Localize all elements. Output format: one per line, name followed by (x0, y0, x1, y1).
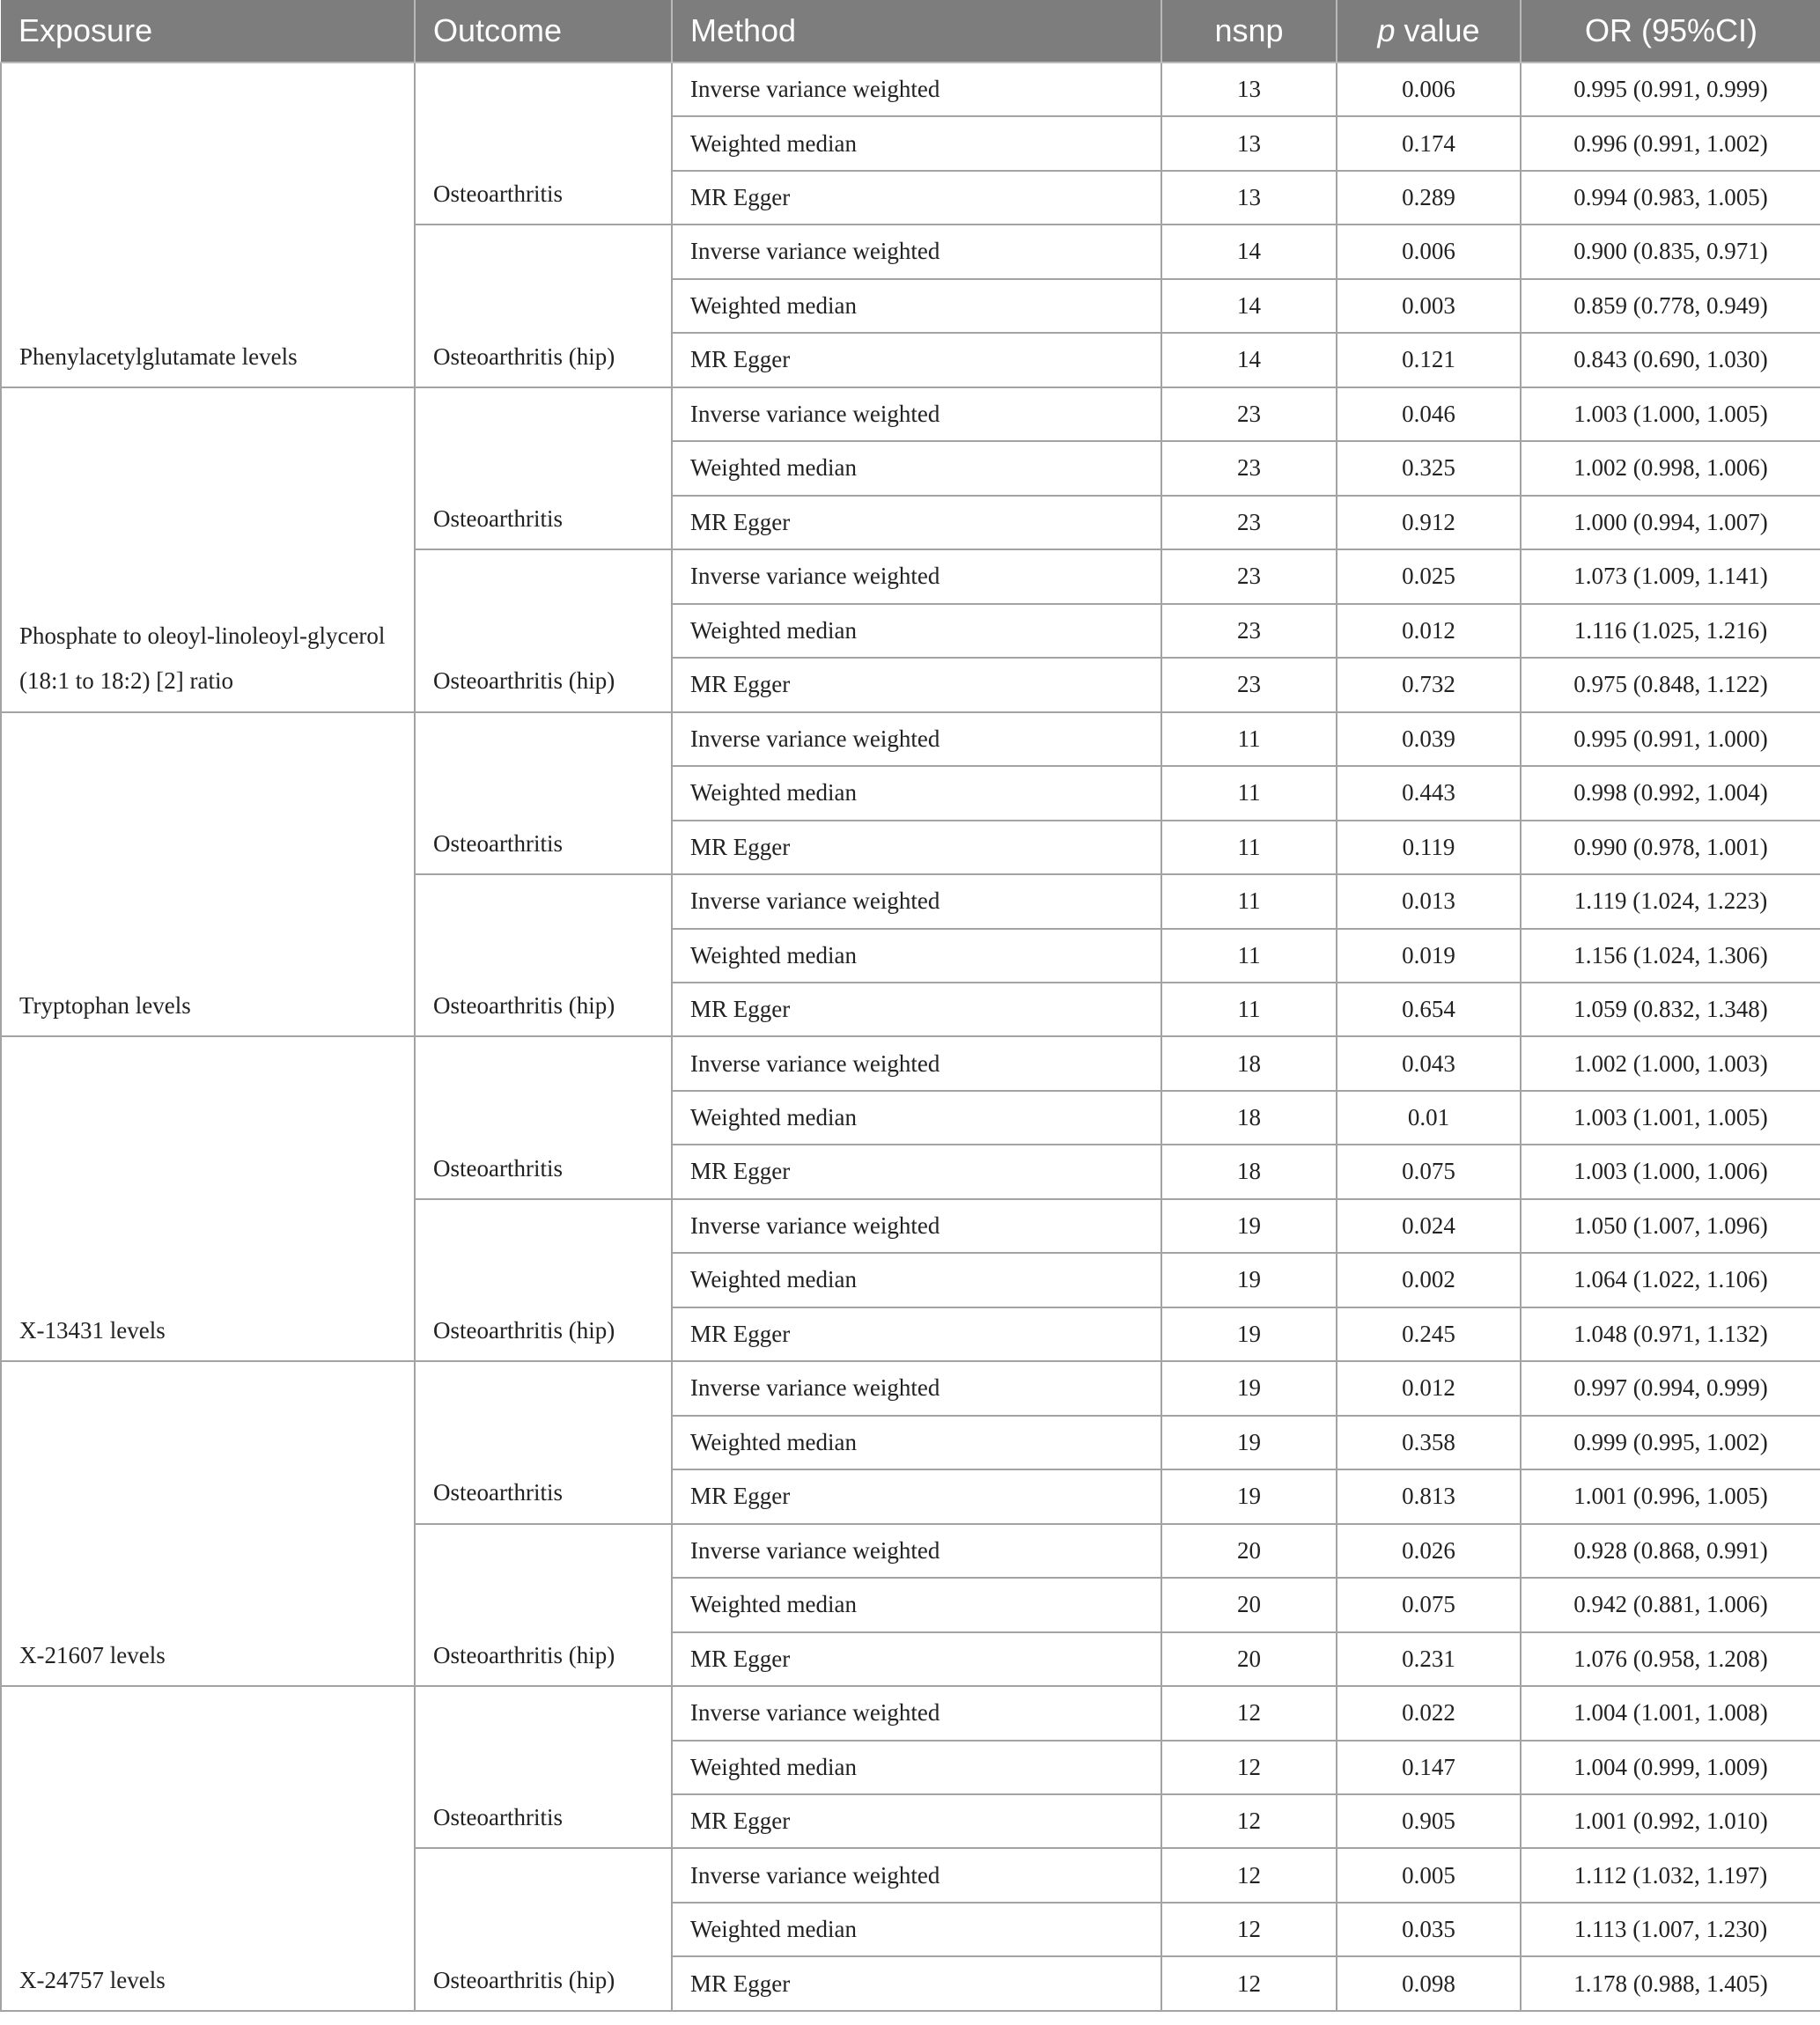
method-cell: Inverse variance weighted (672, 63, 1161, 116)
table-row (1, 63, 1820, 116)
method-cell: Inverse variance weighted (672, 874, 1161, 928)
or-cell: 0.997 (0.994, 0.999) (1521, 1361, 1820, 1415)
or-cell: 1.003 (1.000, 1.006) (1521, 1145, 1820, 1198)
p-value-cell: 0.912 (1337, 496, 1521, 549)
table-row (1, 1686, 1820, 1740)
method-cell: Inverse variance weighted (672, 1848, 1161, 1902)
exposure-cell: Tryptophan levels (1, 712, 415, 1037)
method-cell: Weighted median (672, 1741, 1161, 1794)
nsnp-cell: 23 (1161, 387, 1337, 441)
method-cell: Weighted median (672, 1416, 1161, 1469)
table-row (1, 712, 1820, 766)
table-row (1, 387, 1820, 441)
nsnp-cell: 14 (1161, 225, 1337, 278)
method-cell: Weighted median (672, 1903, 1161, 1956)
p-value-cell: 0.013 (1337, 874, 1521, 928)
method-cell: MR Egger (672, 171, 1161, 225)
method-cell: MR Egger (672, 1469, 1161, 1523)
nsnp-cell: 12 (1161, 1794, 1337, 1848)
or-cell: 1.003 (1.001, 1.005) (1521, 1091, 1820, 1145)
p-value-cell: 0.039 (1337, 712, 1521, 766)
exposure-cell: X-21607 levels (1, 1361, 415, 1686)
outcome-cell: Osteoarthritis (415, 1361, 672, 1523)
p-value-cell: 0.443 (1337, 766, 1521, 820)
p-value-cell: 0.024 (1337, 1199, 1521, 1253)
or-cell: 1.116 (1.025, 1.216) (1521, 604, 1820, 658)
p-value-cell: 0.654 (1337, 983, 1521, 1036)
method-cell: MR Egger (672, 821, 1161, 874)
header-p-value (1337, 0, 1521, 63)
nsnp-cell: 18 (1161, 1145, 1337, 1198)
p-value-cell: 0.003 (1337, 279, 1521, 333)
nsnp-cell: 13 (1161, 171, 1337, 225)
outcome-cell: Osteoarthritis (415, 1686, 672, 1848)
outcome-cell: Osteoarthritis (415, 387, 672, 549)
table-row (1, 1036, 1820, 1090)
header-row (1, 0, 1820, 63)
p-value-cell: 0.046 (1337, 387, 1521, 441)
method-cell: Weighted median (672, 279, 1161, 333)
method-cell: Inverse variance weighted (672, 387, 1161, 441)
or-cell: 1.076 (0.958, 1.208) (1521, 1632, 1820, 1686)
nsnp-cell: 13 (1161, 116, 1337, 170)
p-value-cell: 0.002 (1337, 1253, 1521, 1307)
or-cell: 0.900 (0.835, 0.971) (1521, 225, 1820, 278)
method-cell: Weighted median (672, 604, 1161, 658)
p-value-cell: 0.025 (1337, 549, 1521, 603)
method-cell: MR Egger (672, 1632, 1161, 1686)
nsnp-cell: 11 (1161, 712, 1337, 766)
or-cell: 1.001 (0.996, 1.005) (1521, 1469, 1820, 1523)
p-value-cell: 0.043 (1337, 1036, 1521, 1090)
p-value-cell: 0.245 (1337, 1307, 1521, 1361)
nsnp-cell: 20 (1161, 1578, 1337, 1631)
method-cell: MR Egger (672, 1145, 1161, 1198)
or-cell: 0.995 (0.991, 0.999) (1521, 63, 1820, 116)
or-cell: 1.178 (0.988, 1.405) (1521, 1956, 1820, 2011)
header-method: Method (672, 0, 1161, 63)
or-cell: 1.059 (0.832, 1.348) (1521, 983, 1820, 1036)
method-cell: Weighted median (672, 441, 1161, 495)
or-cell: 0.942 (0.881, 1.006) (1521, 1578, 1820, 1631)
nsnp-cell: 23 (1161, 549, 1337, 603)
method-cell: Inverse variance weighted (672, 712, 1161, 766)
or-cell: 1.003 (1.000, 1.005) (1521, 387, 1820, 441)
p-value-cell: 0.012 (1337, 1361, 1521, 1415)
outcome-cell: Osteoarthritis (hip) (415, 1199, 672, 1361)
outcome-cell: Osteoarthritis (hip) (415, 1524, 672, 1686)
exposure-cell: X-13431 levels (1, 1036, 415, 1361)
p-value-cell: 0.098 (1337, 1956, 1521, 2011)
p-value-cell: 0.147 (1337, 1741, 1521, 1794)
nsnp-cell: 19 (1161, 1361, 1337, 1415)
method-cell: Inverse variance weighted (672, 549, 1161, 603)
p-value-cell: 0.019 (1337, 929, 1521, 983)
method-cell: MR Egger (672, 1794, 1161, 1848)
p-value-cell: 0.174 (1337, 116, 1521, 170)
p-value-cell: 0.005 (1337, 1848, 1521, 1902)
nsnp-cell: 11 (1161, 821, 1337, 874)
p-value-cell: 0.813 (1337, 1469, 1521, 1523)
or-cell: 1.004 (0.999, 1.009) (1521, 1741, 1820, 1794)
outcome-cell: Osteoarthritis (415, 1036, 672, 1198)
nsnp-cell: 18 (1161, 1091, 1337, 1145)
or-cell: 0.995 (0.991, 1.000) (1521, 712, 1820, 766)
p-value-cell: 0.012 (1337, 604, 1521, 658)
outcome-cell: Osteoarthritis (hip) (415, 874, 672, 1036)
nsnp-cell: 20 (1161, 1524, 1337, 1578)
method-cell: Inverse variance weighted (672, 1036, 1161, 1090)
header-p-italic: p (1377, 12, 1396, 48)
nsnp-cell: 12 (1161, 1686, 1337, 1740)
or-cell: 1.156 (1.024, 1.306) (1521, 929, 1820, 983)
outcome-cell: Osteoarthritis (hip) (415, 225, 672, 387)
method-cell: Weighted median (672, 929, 1161, 983)
p-value-cell: 0.075 (1337, 1145, 1521, 1198)
or-cell: 0.996 (0.991, 1.002) (1521, 116, 1820, 170)
method-cell: MR Egger (672, 1307, 1161, 1361)
header-or: OR (95%CI) (1521, 0, 1820, 63)
p-value-cell: 0.035 (1337, 1903, 1521, 1956)
nsnp-cell: 23 (1161, 441, 1337, 495)
p-value-cell: 0.075 (1337, 1578, 1521, 1631)
nsnp-cell: 23 (1161, 496, 1337, 549)
method-cell: MR Egger (672, 983, 1161, 1036)
or-cell: 0.994 (0.983, 1.005) (1521, 171, 1820, 225)
method-cell: Inverse variance weighted (672, 1199, 1161, 1253)
exposure-cell: X-24757 levels (1, 1686, 415, 2011)
nsnp-cell: 11 (1161, 874, 1337, 928)
or-cell: 0.990 (0.978, 1.001) (1521, 821, 1820, 874)
header-exposure: Exposure (1, 0, 415, 63)
or-cell: 0.975 (0.848, 1.122) (1521, 658, 1820, 711)
header-nsnp: nsnp (1161, 0, 1337, 63)
outcome-cell: Osteoarthritis (415, 63, 672, 225)
or-cell: 1.112 (1.032, 1.197) (1521, 1848, 1820, 1902)
header-outcome: Outcome (415, 0, 672, 63)
or-cell: 0.928 (0.868, 0.991) (1521, 1524, 1820, 1578)
nsnp-cell: 19 (1161, 1469, 1337, 1523)
or-cell: 1.113 (1.007, 1.230) (1521, 1903, 1820, 1956)
nsnp-cell: 12 (1161, 1956, 1337, 2011)
nsnp-cell: 14 (1161, 279, 1337, 333)
nsnp-cell: 23 (1161, 658, 1337, 711)
or-cell: 1.002 (0.998, 1.006) (1521, 441, 1820, 495)
or-cell: 1.050 (1.007, 1.096) (1521, 1199, 1820, 1253)
p-value-cell: 0.231 (1337, 1632, 1521, 1686)
outcome-cell: Osteoarthritis (415, 712, 672, 874)
or-cell: 0.843 (0.690, 1.030) (1521, 333, 1820, 387)
p-value-cell: 0.905 (1337, 1794, 1521, 1848)
p-value-cell: 0.01 (1337, 1091, 1521, 1145)
table-row (1, 1361, 1820, 1415)
method-cell: Weighted median (672, 116, 1161, 170)
nsnp-cell: 19 (1161, 1307, 1337, 1361)
method-cell: Inverse variance weighted (672, 1524, 1161, 1578)
or-cell: 1.119 (1.024, 1.223) (1521, 874, 1820, 928)
outcome-cell: Osteoarthritis (hip) (415, 549, 672, 711)
p-value-cell: 0.325 (1337, 441, 1521, 495)
method-cell: MR Egger (672, 496, 1161, 549)
exposure-cell: Phosphate to oleoyl-linoleoyl-glycerol (18:1 to 18:2) [2] ratio (1, 387, 415, 712)
p-value-cell: 0.121 (1337, 333, 1521, 387)
p-value-cell: 0.289 (1337, 171, 1521, 225)
p-value-cell: 0.358 (1337, 1416, 1521, 1469)
p-value-cell: 0.119 (1337, 821, 1521, 874)
nsnp-cell: 23 (1161, 604, 1337, 658)
nsnp-cell: 14 (1161, 333, 1337, 387)
p-value-cell: 0.006 (1337, 63, 1521, 116)
or-cell: 1.002 (1.000, 1.003) (1521, 1036, 1820, 1090)
nsnp-cell: 11 (1161, 929, 1337, 983)
nsnp-cell: 18 (1161, 1036, 1337, 1090)
method-cell: Inverse variance weighted (672, 225, 1161, 278)
method-cell: Inverse variance weighted (672, 1361, 1161, 1415)
nsnp-cell: 11 (1161, 983, 1337, 1036)
or-cell: 0.998 (0.992, 1.004) (1521, 766, 1820, 820)
nsnp-cell: 11 (1161, 766, 1337, 820)
or-cell: 1.073 (1.009, 1.141) (1521, 549, 1820, 603)
method-cell: MR Egger (672, 333, 1161, 387)
or-cell: 1.001 (0.992, 1.010) (1521, 1794, 1820, 1848)
nsnp-cell: 20 (1161, 1632, 1337, 1686)
method-cell: Weighted median (672, 1253, 1161, 1307)
p-value-cell: 0.022 (1337, 1686, 1521, 1740)
method-cell: MR Egger (672, 1956, 1161, 2011)
nsnp-cell: 12 (1161, 1741, 1337, 1794)
header-p-rest: value (1395, 12, 1480, 48)
nsnp-cell: 13 (1161, 63, 1337, 116)
table-body (1, 63, 1820, 2011)
exposure-cell: Phenylacetylglutamate levels (1, 63, 415, 387)
or-cell: 1.004 (1.001, 1.008) (1521, 1686, 1820, 1740)
nsnp-cell: 19 (1161, 1416, 1337, 1469)
p-value-cell: 0.732 (1337, 658, 1521, 711)
method-cell: Weighted median (672, 1578, 1161, 1631)
method-cell: MR Egger (672, 658, 1161, 711)
nsnp-cell: 19 (1161, 1199, 1337, 1253)
or-cell: 1.000 (0.994, 1.007) (1521, 496, 1820, 549)
method-cell: Inverse variance weighted (672, 1686, 1161, 1740)
p-value-cell: 0.026 (1337, 1524, 1521, 1578)
or-cell: 1.048 (0.971, 1.132) (1521, 1307, 1820, 1361)
outcome-cell: Osteoarthritis (hip) (415, 1848, 672, 2011)
or-cell: 1.064 (1.022, 1.106) (1521, 1253, 1820, 1307)
nsnp-cell: 12 (1161, 1903, 1337, 1956)
nsnp-cell: 12 (1161, 1848, 1337, 1902)
method-cell: Weighted median (672, 1091, 1161, 1145)
p-value-cell: 0.006 (1337, 225, 1521, 278)
method-cell: Weighted median (672, 766, 1161, 820)
nsnp-cell: 19 (1161, 1253, 1337, 1307)
or-cell: 0.859 (0.778, 0.949) (1521, 279, 1820, 333)
or-cell: 0.999 (0.995, 1.002) (1521, 1416, 1820, 1469)
